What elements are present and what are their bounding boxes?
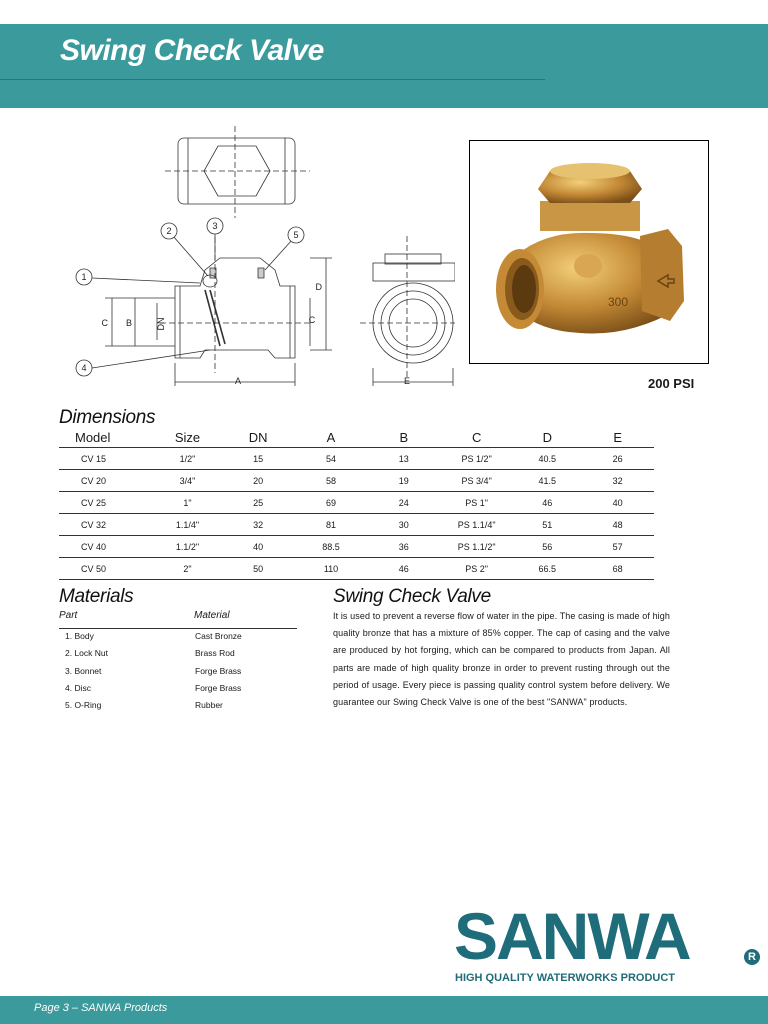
material-name: Cast Bronze (195, 631, 242, 641)
cell: 57 (581, 536, 654, 558)
footer-text: Page 3 – SANWA Products (34, 1002, 168, 1014)
col-e: E (581, 428, 654, 448)
table-row (59, 558, 654, 580)
cell: 15 (222, 448, 295, 470)
dimensions-title: Dimensions (59, 407, 156, 428)
side-view (360, 236, 455, 386)
section-view (92, 228, 332, 386)
cell: 32 (581, 470, 654, 492)
cell: 3/4" (153, 470, 221, 492)
registered-mark: R (744, 949, 760, 965)
cell: 46 (367, 558, 440, 580)
callout-1 (76, 269, 92, 285)
dim-e-label: E (403, 376, 411, 386)
cell: 36 (367, 536, 440, 558)
cell: 68 (581, 558, 654, 580)
table-row (59, 470, 654, 492)
svg-text:5: 5 (293, 230, 299, 240)
cell: 1" (153, 492, 221, 514)
cell: 26 (581, 448, 654, 470)
casting-number: 300 (608, 295, 629, 309)
callout-4 (76, 360, 92, 376)
material-part: 4. Disc (65, 683, 91, 693)
cell: 40.5 (513, 448, 581, 470)
cell: 20 (222, 470, 295, 492)
col-c: C (440, 428, 513, 448)
cell: 30 (367, 514, 440, 536)
svg-text:3: 3 (212, 221, 218, 231)
cell: PS 1.1/4" (440, 514, 513, 536)
col-model: Model (59, 428, 153, 448)
table-row (59, 448, 654, 470)
col-dn: DN (222, 428, 295, 448)
dimensions-header-row (59, 428, 654, 448)
callout-3 (207, 218, 223, 234)
cell: PS 1.1/2" (440, 536, 513, 558)
page-title: Swing Check Valve (60, 34, 324, 67)
cell: 41.5 (513, 470, 581, 492)
pressure-rating: 200 PSI (648, 376, 695, 391)
cell: 32 (222, 514, 295, 536)
col-size: Size (153, 428, 221, 448)
description-text: It is used to prevent a reverse flow of water in the pipe. The casing is made of high quality bronze that has a mixture of 85% copper. The cap of casing and the valve are produced by hot forging, which can be compared to products from Japan. All parts are made of high quality bronze in order to prevent rusting through out the period of usage. Every piece is passing quality control system before delivery. We guarantee our Swing Check Valve is one of the best "SANWA" products. (333, 611, 670, 708)
col-a: A (295, 428, 368, 448)
cell: 51 (513, 514, 581, 536)
callout-5 (288, 227, 304, 243)
dim-c2-label: C (308, 315, 316, 325)
materials-title: Materials (59, 586, 134, 607)
dim-dn-label: DN (156, 317, 166, 331)
description-title: Swing Check Valve (333, 586, 491, 607)
cell: 54 (295, 448, 368, 470)
cell: 66.5 (513, 558, 581, 580)
callout-2 (161, 223, 177, 239)
material-name: Forge Brass (195, 666, 242, 676)
cell: 25 (222, 492, 295, 514)
cell: 40 (581, 492, 654, 514)
header-rule (0, 79, 545, 80)
cell: 110 (295, 558, 368, 580)
cell: CV 15 (59, 448, 153, 470)
cell: CV 40 (59, 536, 153, 558)
cell: 58 (295, 470, 368, 492)
cell: CV 25 (59, 492, 153, 514)
material-name: Forge Brass (195, 683, 242, 693)
technical-drawing (60, 118, 455, 398)
cell: 13 (367, 448, 440, 470)
materials-rule (59, 628, 297, 629)
cell: 1/2" (153, 448, 221, 470)
cell: PS 1" (440, 492, 513, 514)
dim-b-label: B (125, 318, 132, 328)
col-b: B (367, 428, 440, 448)
dim-a-label: A (234, 376, 242, 386)
brand-logo: SANWA (454, 899, 690, 973)
cell: 1.1/2" (153, 536, 221, 558)
table-row (59, 514, 654, 536)
table-row (59, 492, 654, 514)
cell: 69 (295, 492, 368, 514)
cell: CV 20 (59, 470, 153, 492)
top-view (165, 126, 310, 218)
cell: 46 (513, 492, 581, 514)
col-d: D (513, 428, 581, 448)
cell: 19 (367, 470, 440, 492)
material-part: 2. Lock Nut (65, 648, 108, 658)
cell: CV 32 (59, 514, 153, 536)
material-name: Rubber (195, 700, 223, 710)
material-name: Brass Rod (195, 648, 235, 658)
cell: 50 (222, 558, 295, 580)
dim-c-label: C (101, 318, 108, 328)
material-part: 1. Body (65, 631, 94, 641)
cell: 81 (295, 514, 368, 536)
cell: 2" (153, 558, 221, 580)
dim-d-label: D (315, 282, 322, 292)
materials-material-header: Material (194, 610, 230, 621)
cell: PS 1/2" (440, 448, 513, 470)
svg-text:1: 1 (81, 272, 87, 282)
cell: PS 2" (440, 558, 513, 580)
dimensions-table (59, 428, 654, 580)
product-photo-frame (469, 140, 709, 364)
cell: 56 (513, 536, 581, 558)
valve-photo (470, 141, 708, 363)
cell: 1.1/4" (153, 514, 221, 536)
table-row (59, 536, 654, 558)
cell: 24 (367, 492, 440, 514)
cell: 88.5 (295, 536, 368, 558)
material-part: 5. O-Ring (65, 700, 102, 710)
material-part: 3. Bonnet (65, 666, 102, 676)
svg-text:2: 2 (166, 226, 172, 236)
cell: CV 50 (59, 558, 153, 580)
materials-part-header: Part (59, 610, 78, 621)
brand-tagline: HIGH QUALITY WATERWORKS PRODUCT (455, 972, 675, 984)
svg-text:4: 4 (81, 363, 87, 373)
cell: 48 (581, 514, 654, 536)
cell: PS 3/4" (440, 470, 513, 492)
cell: 40 (222, 536, 295, 558)
